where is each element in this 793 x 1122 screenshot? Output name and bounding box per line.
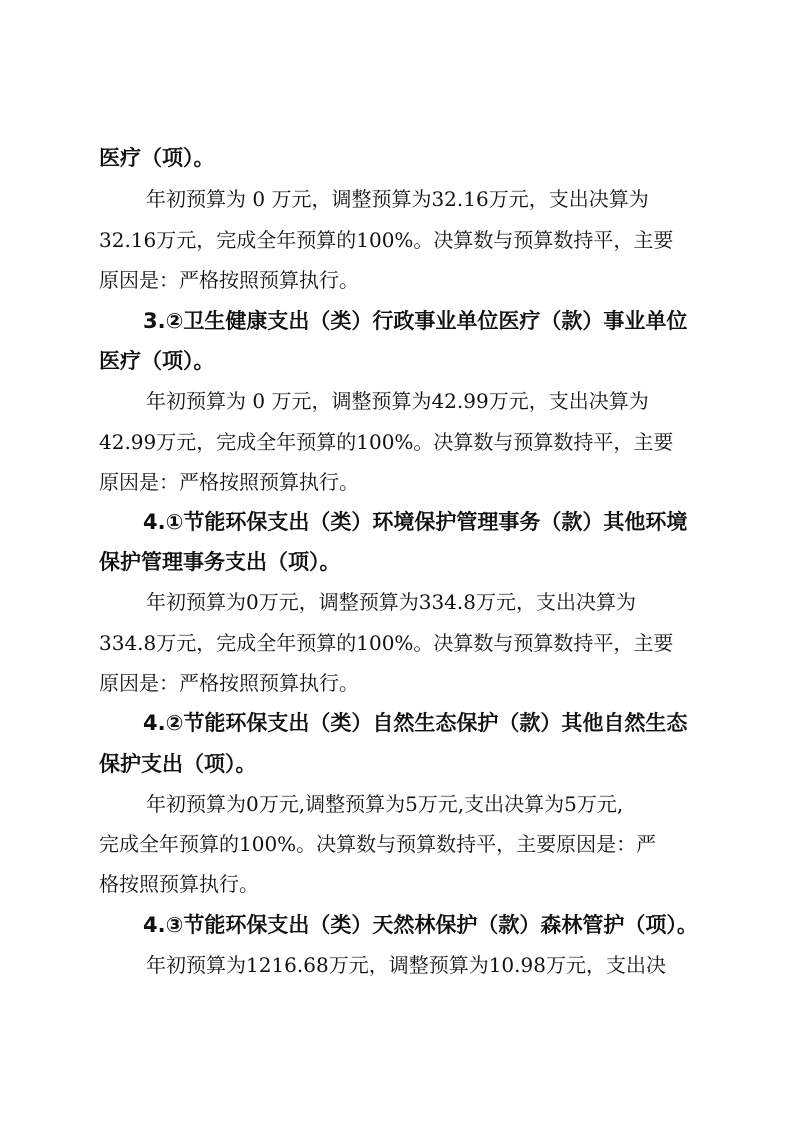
paragraph-line: 年初预算为1216.68万元，调整预算为10.98万元，支出决: [146, 953, 666, 977]
paragraph-line: 年初预算为0万元，调整预算为334.8万元，支出决算为: [146, 590, 636, 614]
paragraph-line: 原因是：严格按照预算执行。: [99, 671, 359, 695]
paragraph-line: 32.16万元，完成全年预算的100%。决算数与预算数持平，主要: [99, 228, 674, 252]
paragraph-line: 格按照预算执行。: [99, 872, 259, 896]
paragraph-line: 年初预算为 0 万元，调整预算为42.99万元，支出决算为: [146, 389, 649, 413]
paragraph-line: 42.99万元，完成全年预算的100%。决算数与预算数持平，主要: [99, 430, 674, 454]
section-heading-line: 医疗（项）。: [99, 146, 215, 170]
section-heading-line: 保护支出（项）。: [99, 752, 257, 776]
section-heading-line: 4.②节能环保支出（类）自然生态保护（款）其他自然生态: [143, 711, 688, 735]
section-heading-line: 4.③节能环保支出（类）天然林保护（款）森林管护（项）。: [143, 913, 698, 937]
paragraph-line: 年初预算为 0 万元，调整预算为32.16万元，支出决算为: [146, 187, 649, 211]
section-heading-line: 4.①节能环保支出（类）环境保护管理事务（款）其他环境: [143, 510, 688, 534]
section-heading-line: 3.②卫生健康支出（类）行政事业单位医疗（款）事业单位: [143, 309, 688, 333]
section-heading-line: 保护管理事务支出（项）。: [99, 550, 341, 574]
paragraph-line: 年初预算为0万元,调整预算为5万元,支出决算为5万元,: [146, 792, 624, 816]
paragraph-line: 原因是：严格按照预算执行。: [99, 470, 359, 494]
section-heading-line: 医疗（项）。: [99, 349, 215, 373]
paragraph-line: 完成全年预算的100%。决算数与预算数持平，主要原因是：严: [99, 832, 657, 856]
paragraph-line: 334.8万元，完成全年预算的100%。决算数与预算数持平，主要: [99, 631, 674, 655]
paragraph-line: 原因是：严格按照预算执行。: [99, 268, 359, 292]
